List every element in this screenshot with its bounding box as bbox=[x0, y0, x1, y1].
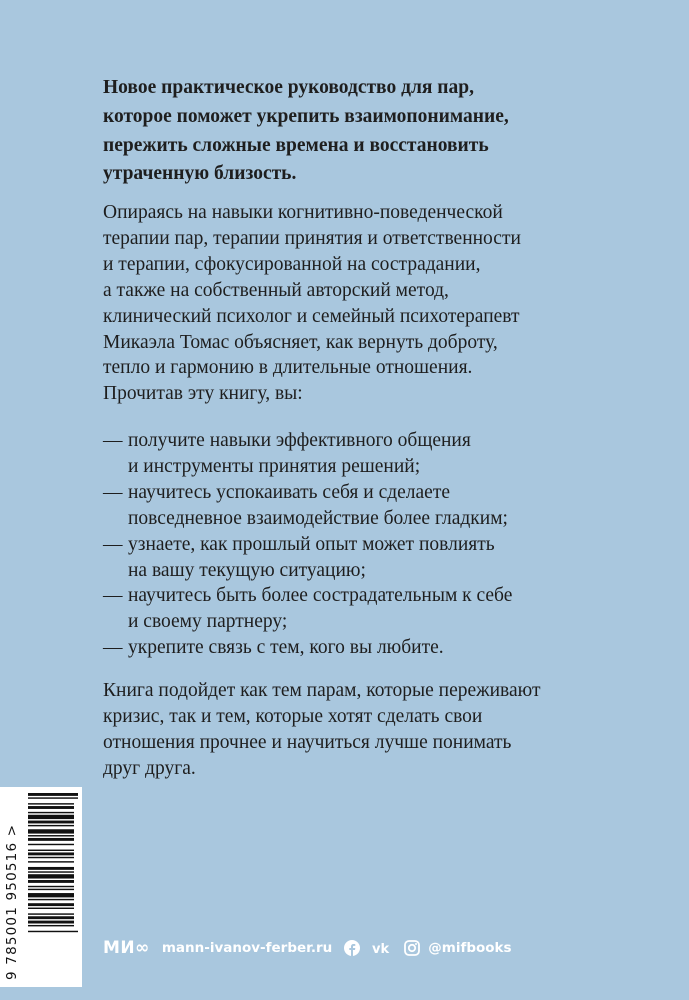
description-line: клинический психолог и семейный психотерапевт bbox=[103, 305, 520, 327]
barcode-bar bbox=[28, 921, 74, 924]
instagram-icon[interactable] bbox=[404, 940, 420, 956]
barcode-bar bbox=[28, 871, 74, 872]
description-line: терапии пар, терапии принятия и ответственности bbox=[103, 227, 521, 249]
barcode-bar bbox=[28, 857, 74, 858]
list-item-line: и инструменты принятия решений; bbox=[128, 455, 421, 477]
closing-line: Книга подойдет как тем парам, которые переживают bbox=[103, 680, 541, 701]
barcode-bar bbox=[28, 931, 78, 932]
barcode-bar bbox=[28, 838, 74, 841]
list-dash: — bbox=[103, 533, 123, 555]
social-handle[interactable]: @mifbooks bbox=[428, 940, 512, 956]
barcode-bar bbox=[28, 797, 78, 798]
barcode-bar bbox=[28, 852, 74, 855]
barcode-bar bbox=[28, 916, 74, 919]
barcode-bar bbox=[28, 913, 74, 914]
description-line: тепло и гармонию в длительные отношения. bbox=[103, 357, 473, 379]
closing-line: кризис, так и тем, которые хотят сделать свои bbox=[103, 705, 483, 727]
list-item-line: повседневное взаимодействие более гладким; bbox=[128, 507, 508, 529]
barcode-bar bbox=[28, 825, 74, 826]
barcode-bar bbox=[28, 793, 78, 796]
barcode-bar bbox=[28, 850, 74, 851]
list-item bbox=[103, 635, 663, 661]
publisher-logo: МИ∞ bbox=[103, 938, 150, 958]
description-line: а также на собственный авторский метод, bbox=[103, 279, 449, 301]
list-dash: — bbox=[103, 637, 123, 659]
list-item-line: научитесь успокаивать себя и сделаете bbox=[128, 481, 451, 503]
closing-paragraph bbox=[103, 678, 643, 782]
barcode-bar bbox=[28, 867, 74, 870]
barcode-bar bbox=[28, 835, 74, 836]
barcode-bar bbox=[28, 806, 74, 809]
list-dash: — bbox=[103, 430, 123, 451]
barcode-bar bbox=[28, 908, 74, 909]
benefits-list bbox=[103, 428, 663, 661]
list-item bbox=[103, 583, 663, 635]
barcode-bar bbox=[28, 844, 74, 845]
list-item-line: научитесь быть более сострадательным к себе bbox=[128, 585, 513, 607]
lead-line: Новое практическое руководство для пар, bbox=[103, 77, 475, 98]
list-dash: — bbox=[103, 585, 123, 607]
barcode-bar bbox=[28, 815, 74, 819]
barcode-bar bbox=[28, 861, 74, 862]
svg-text:vk: vk bbox=[372, 942, 390, 955]
social-links bbox=[344, 940, 420, 956]
publisher-footer bbox=[103, 935, 512, 961]
description-line: и терапии, сфокусированной на сострадании, bbox=[103, 253, 481, 275]
closing-line: друг друга. bbox=[103, 757, 196, 779]
closing-line: отношения прочнее и научиться лучше понимать bbox=[103, 731, 512, 753]
barcode-bar bbox=[28, 899, 74, 900]
list-dash: — bbox=[103, 481, 123, 503]
barcode-bar bbox=[28, 874, 74, 878]
barcode-bar bbox=[28, 925, 74, 926]
list-item bbox=[103, 480, 663, 532]
list-item bbox=[103, 532, 663, 584]
barcode-bar bbox=[28, 880, 74, 883]
barcode-bars-icon bbox=[28, 791, 78, 983]
barcode-bar bbox=[28, 889, 74, 890]
vk-icon[interactable] bbox=[372, 941, 392, 955]
barcode-bar bbox=[28, 893, 74, 897]
facebook-icon[interactable] bbox=[344, 940, 360, 956]
lead-paragraph bbox=[103, 74, 623, 189]
list-item-line: получите навыки эффективного общения bbox=[128, 430, 471, 451]
list-item-line: узнаете, как прошлый опыт может повлиять bbox=[128, 533, 495, 555]
barcode-bar bbox=[28, 886, 74, 887]
description-line: Опираясь на навыки когнитивно-поведенческой bbox=[103, 202, 503, 223]
barcode-bar bbox=[28, 803, 74, 804]
barcode-bar bbox=[28, 903, 74, 906]
description-line: Прочитав эту книгу, вы: bbox=[103, 383, 303, 405]
description-paragraph bbox=[103, 200, 643, 407]
lead-line: пережить сложные времена и восстановить bbox=[103, 134, 489, 156]
list-item-line: укрепите связь с тем, кого вы любите. bbox=[128, 637, 444, 659]
isbn-number: 9 785001 950516 > bbox=[4, 823, 20, 980]
barcode-bar bbox=[28, 829, 74, 833]
publisher-website-link[interactable]: mann-ivanov-ferber.ru bbox=[161, 940, 333, 956]
list-item-line: на вашу текущую ситуацию; bbox=[128, 559, 366, 581]
barcode-bar bbox=[28, 812, 74, 813]
lead-line: которое поможет укрепить взаимопонимание, bbox=[103, 105, 509, 127]
list-item-line: и своему партнеру; bbox=[128, 611, 288, 633]
barcode-bar bbox=[28, 821, 74, 824]
lead-line: утраченную близость. bbox=[103, 163, 297, 185]
list-item bbox=[103, 428, 663, 480]
description-line: Микаэла Томас объясняет, как вернуть доброту, bbox=[103, 331, 498, 353]
